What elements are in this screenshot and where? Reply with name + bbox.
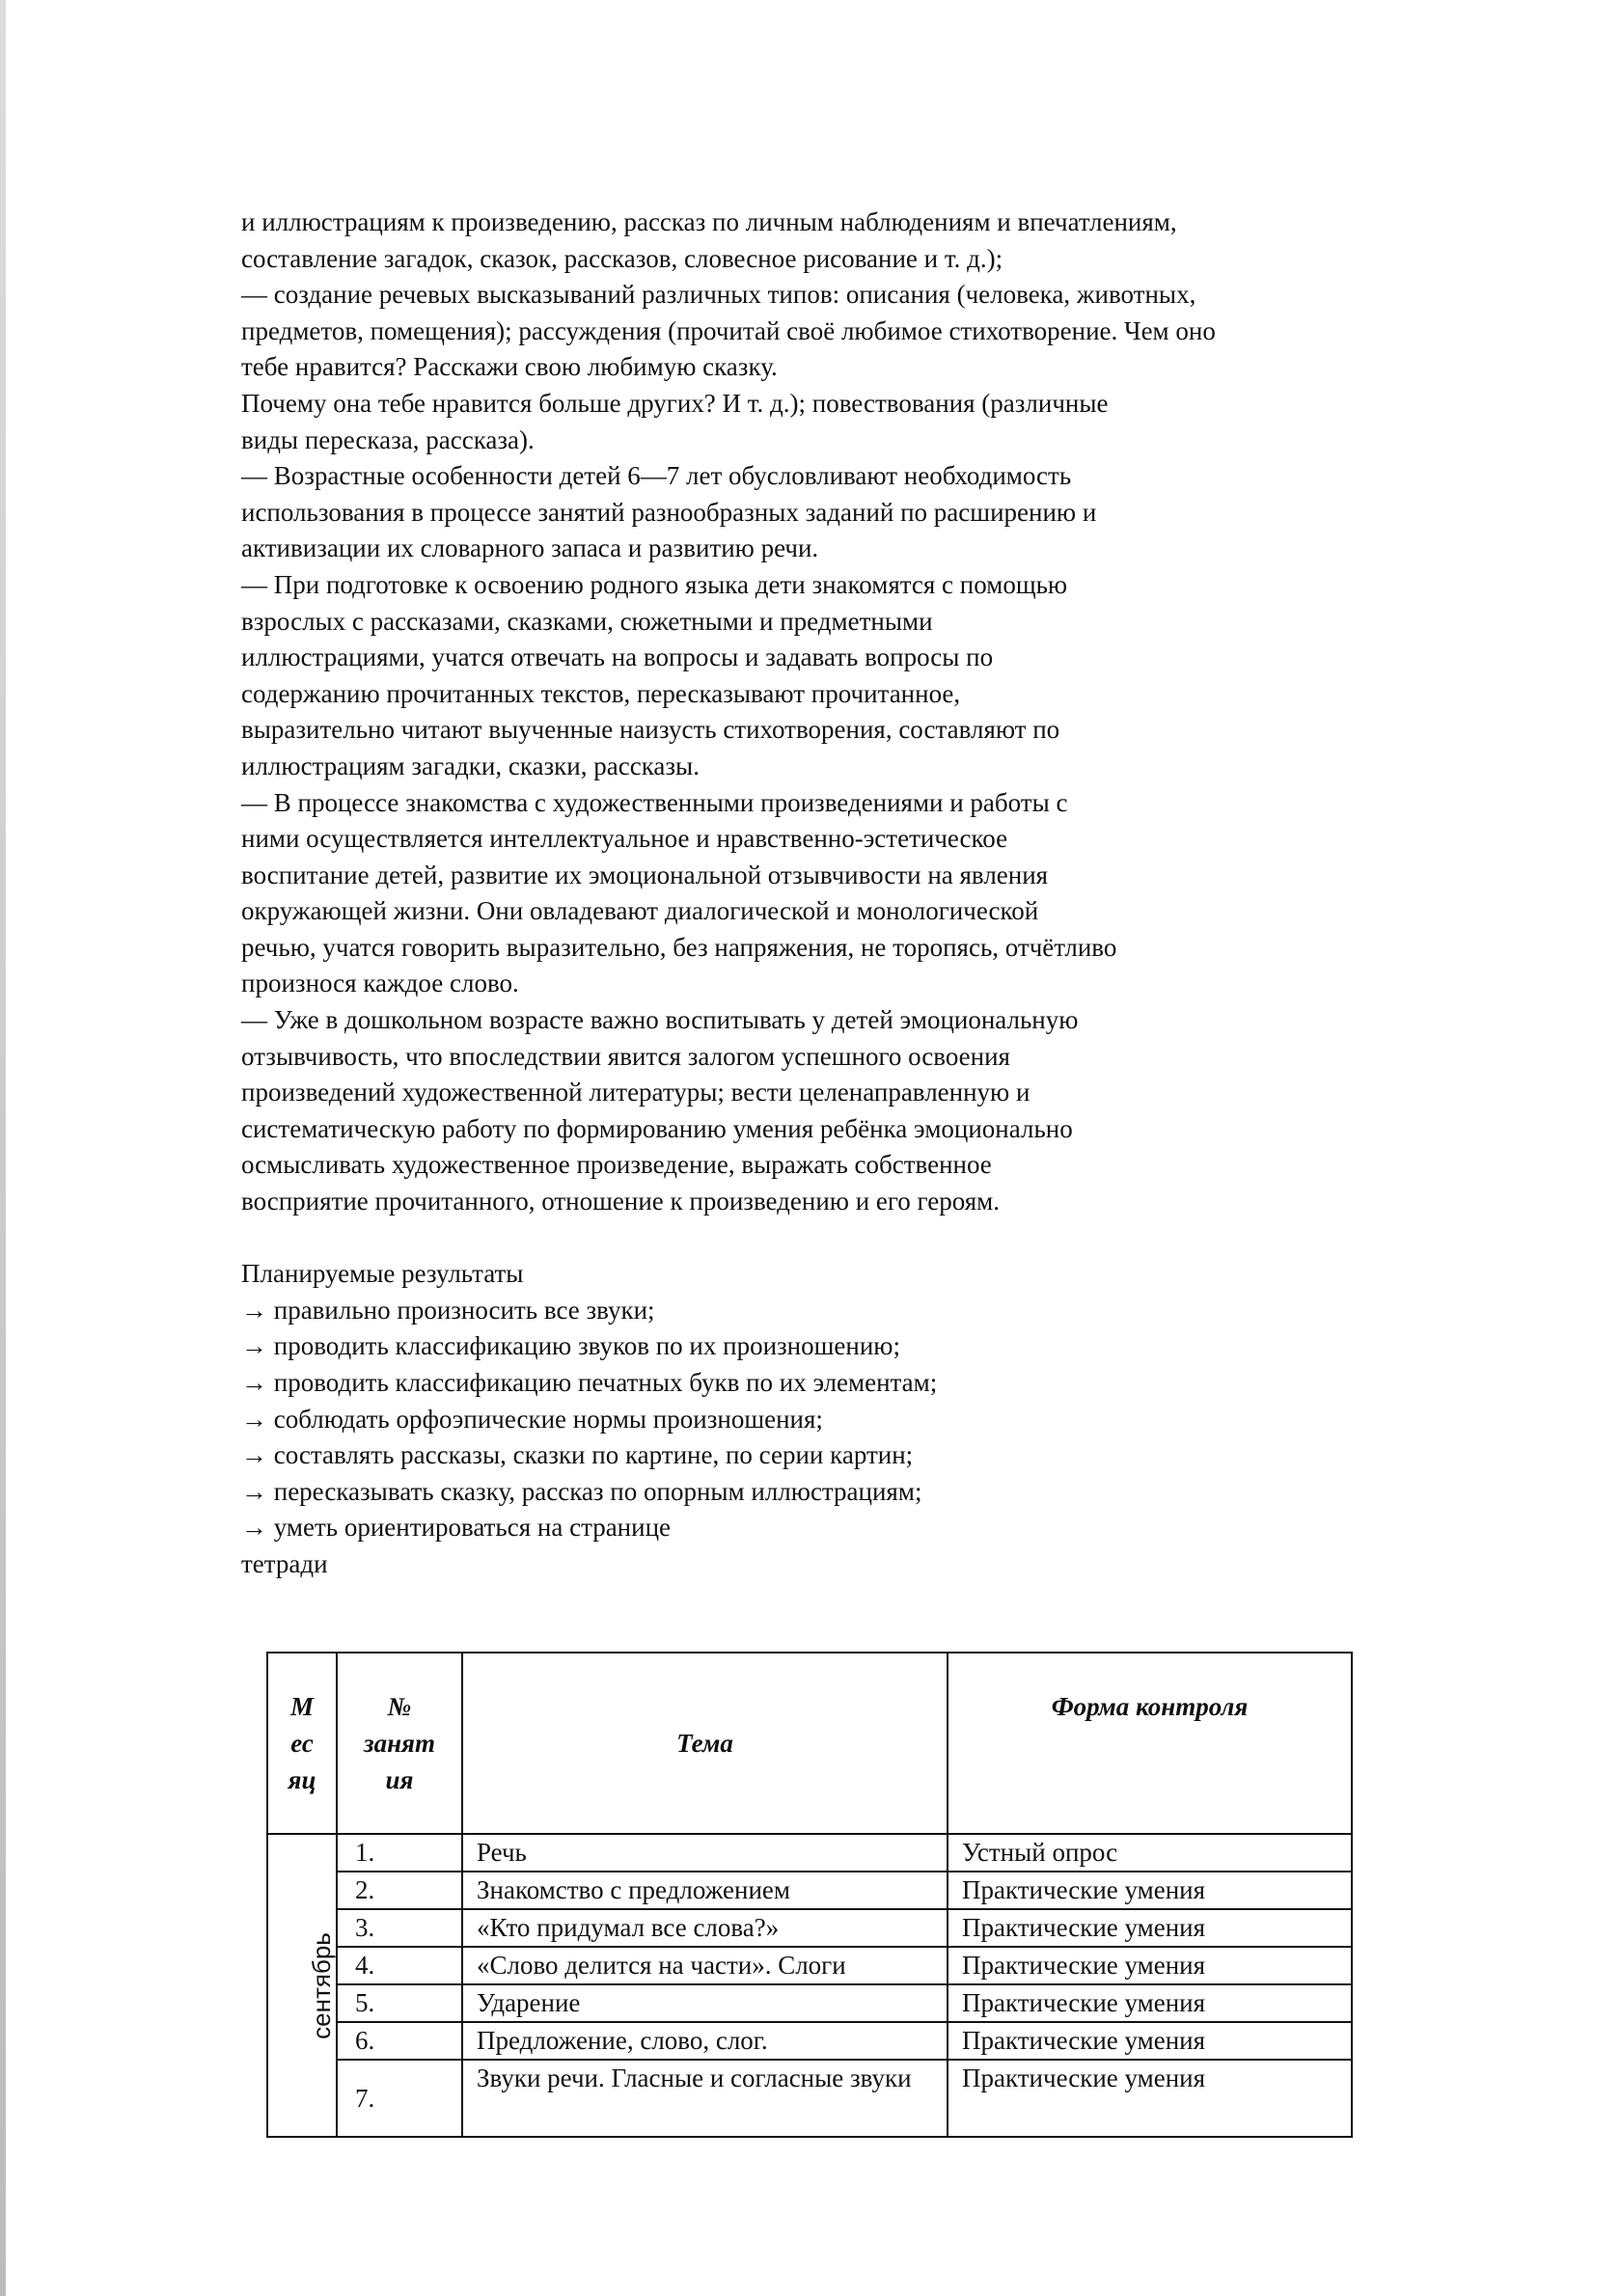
body-line: произведений художественной литературы; вести целенаправленную и <box>241 1078 1030 1107</box>
lesson-topic: Знакомство с предложением <box>462 1872 948 1909</box>
control-form: Практические умения <box>948 2022 1352 2060</box>
header-month-part: ес <box>290 1729 314 1758</box>
lesson-plan-table <box>266 1652 1353 2138</box>
lesson-number: 7. <box>337 2060 462 2137</box>
body-paragraphs <box>241 205 1496 1220</box>
result-item: → правильно произносить все звуки; <box>241 1295 655 1325</box>
result-item: → соблюдать орфоэпические нормы произношения; <box>241 1404 823 1434</box>
table-header-row <box>267 1653 1352 1834</box>
body-line: систематическую работу по формированию умения ребёнка эмоционально <box>241 1113 1073 1143</box>
lesson-topic: Звуки речи. Гласные и согласные звуки <box>462 2060 948 2137</box>
control-form: Практические умения <box>948 1909 1352 1947</box>
control-form: Практические умения <box>948 2060 1352 2137</box>
header-number-part: ия <box>385 1765 414 1794</box>
body-line: выразительно читают выученные наизусть стихотворения, составляют по <box>241 715 1060 745</box>
body-line: речью, учатся говорить выразительно, без напряжения, не торопясь, отчётливо <box>241 932 1117 962</box>
lesson-topic: «Слово делится на части». Слоги <box>462 1947 948 1984</box>
body-line: — При подготовке к освоению родного языка дети знакомятся с помощью <box>241 569 1068 599</box>
body-line: — В процессе знакомства с художественными произведениями и работы с <box>241 787 1068 817</box>
body-line: осмысливать художественное произведение, выражать собственное <box>241 1150 992 1180</box>
body-line: — создание речевых высказываний различных типов: описания (человека, животных, <box>241 280 1196 310</box>
document-body <box>241 205 1496 1583</box>
body-line: — Уже в дошкольном возрасте важно воспитывать у детей эмоциональную <box>241 1005 1079 1035</box>
result-item: тетради <box>241 1548 328 1578</box>
body-line: иллюстрациями, учатся отвечать на вопросы и задавать вопросы по <box>241 642 994 672</box>
table-row <box>267 2060 1352 2137</box>
lesson-topic: Ударение <box>462 1984 948 2022</box>
body-line: взрослых с рассказами, сказками, сюжетными и предметными <box>241 606 933 636</box>
body-line: иллюстрациям загадки, сказки, рассказы. <box>241 751 700 780</box>
control-form: Устный опрос <box>948 1834 1352 1872</box>
lesson-number: 2. <box>337 1872 462 1909</box>
header-number-part: № <box>387 1692 412 1721</box>
header-control: Форма контроля <box>948 1653 1352 1834</box>
lesson-topic: Предложение, слово, слог. <box>462 2022 948 2060</box>
scan-edge <box>0 0 6 2296</box>
body-line: предметов, помещения); рассуждения (прочитай своё любимое стихотворение. Чем оно <box>241 315 1216 345</box>
body-line: использования в процессе занятий разнообразных заданий по расширению и <box>241 497 1097 527</box>
body-line: виды пересказа, рассказа). <box>241 424 535 454</box>
lesson-number: 6. <box>337 2022 462 2060</box>
result-item: → составлять рассказы, сказки по картине, по серии картин; <box>241 1440 914 1470</box>
table-row <box>267 2022 1352 2060</box>
body-line: составление загадок, сказок, рассказов, словесное рисование и т. д.); <box>241 243 1003 273</box>
control-form: Практические умения <box>948 1947 1352 1984</box>
lesson-number: 3. <box>337 1909 462 1947</box>
body-line: отзывчивость, что впоследствии явится залогом успешного освоения <box>241 1041 1010 1071</box>
result-item: → уметь ориентироваться на странице <box>241 1513 672 1543</box>
lesson-number: 1. <box>337 1834 462 1872</box>
month-cell <box>267 1834 337 2137</box>
result-item: → проводить классификацию печатных букв по их элементам; <box>241 1368 938 1397</box>
header-month <box>267 1653 337 1834</box>
lesson-topic: «Кто придумал все слова?» <box>462 1909 948 1947</box>
table-row <box>267 1909 1352 1947</box>
header-number <box>337 1653 462 1834</box>
body-line: тебе нравится? Расскажи свою любимую сказку. <box>241 352 778 382</box>
table-row <box>267 1872 1352 1909</box>
body-line: окружающей жизни. Они овладевают диалогической и монологической <box>241 896 1039 926</box>
header-month-part: яц <box>288 1765 316 1794</box>
lesson-number: 5. <box>337 1984 462 2022</box>
header-month-part: М <box>289 1692 314 1721</box>
table-row <box>267 1984 1352 2022</box>
lesson-topic: Речь <box>462 1834 948 1872</box>
header-topic: Тема <box>462 1653 948 1834</box>
result-item: → пересказывать сказку, рассказ по опорным иллюстрациям; <box>241 1476 922 1506</box>
body-line: Почему она тебе нравится больше других? И т. д.); повествования (различные <box>241 388 1109 418</box>
table-row <box>267 1947 1352 1984</box>
table-row <box>267 1834 1352 1872</box>
body-line: активизации их словарного запаса и развитию речи. <box>241 533 819 563</box>
body-line: произнося каждое слово. <box>241 969 519 998</box>
results-list <box>241 1293 1496 1583</box>
control-form: Практические умения <box>948 1872 1352 1909</box>
results-heading: Планируемые результаты <box>241 1259 524 1289</box>
body-line: восприятие прочитанного, отношение к произведению и его героям. <box>241 1187 1000 1216</box>
body-line: содержанию прочитанных текстов, пересказывают прочитанное, <box>241 678 961 708</box>
body-line: — Возрастные особенности детей 6—7 лет обусловливают необходимость <box>241 461 1072 491</box>
result-item: → проводить классификацию звуков по их произношению; <box>241 1331 900 1361</box>
lesson-number: 4. <box>337 1947 462 1984</box>
month-label: сентябрь <box>306 1931 336 2039</box>
body-line: и иллюстрациям к произведению, рассказ по личным наблюдениям и впечатлениям, <box>241 207 1177 236</box>
body-line: воспитание детей, развитие их эмоциональной отзывчивости на явления <box>241 860 1049 889</box>
control-form: Практические умения <box>948 1984 1352 2022</box>
header-number-part: занят <box>364 1729 435 1758</box>
body-line: ними осуществляется интеллектуальное и нравственно-эстетическое <box>241 824 1008 854</box>
